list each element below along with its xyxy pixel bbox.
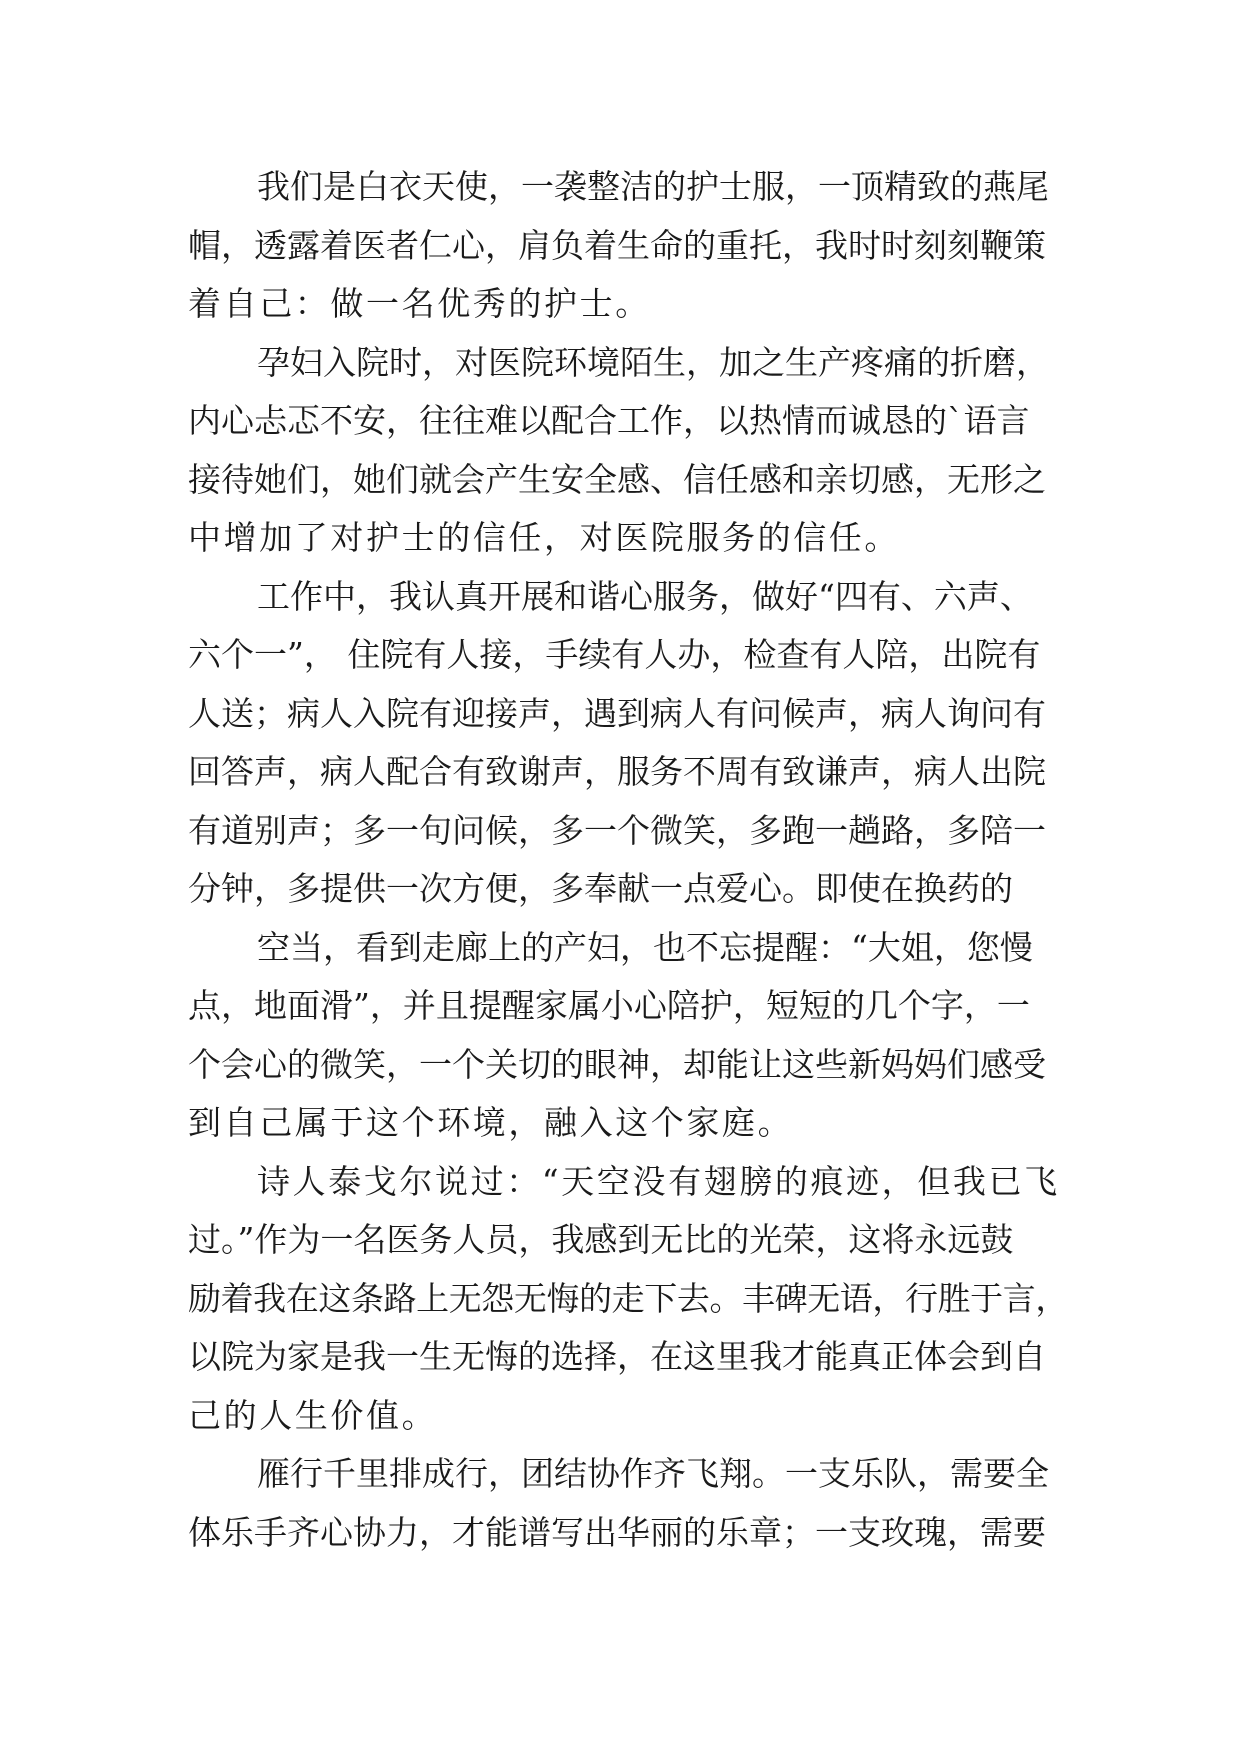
text-line: 分钟，多提供一次方便，多奉献一点爱心。即使在换药的 — [188, 869, 1013, 908]
text-line: 人送；病人入院有迎接声，遇到病人有问候声，病人询问有 — [188, 693, 1046, 733]
text-line: 空当，看到走廊上的产妇，也不忘提醒：“大姐，您慢 — [257, 927, 1033, 967]
text-line: 励着我在这条路上无怨无悔的走下去。丰碑无语，行胜于言， — [188, 1278, 1068, 1318]
text-line: 过。”作为一名医务人员，我感到无比的光荣，这将永远鼓 — [188, 1220, 1014, 1259]
text-line: 接待她们，她们就会产生安全感、信任感和亲切感，无形之 — [188, 459, 1046, 499]
text-line: 我们是白衣天使，一袭整洁的护士服，一顶精致的燕尾 — [257, 167, 1049, 206]
text-line: 以院为家是我一生无悔的选择，在这里我才能真正体会到自 — [188, 1337, 1046, 1376]
text-line: 体乐手齐心协力，才能谱写出华丽的乐章；一支玫瑰，需要 — [188, 1512, 1046, 1552]
text-line: 六个一”， 住院有人接，手续有人办，检查有人陪，出院有 — [188, 635, 1041, 674]
text-line: 诗人泰戈尔说过：“天空没有翅膀的痕迹，但我已飞 — [257, 1161, 1060, 1201]
text-line: 有道别声；多一句问候，多一个微笑，多跑一趟路，多陪一 — [188, 810, 1046, 850]
text-line: 孕妇入院时，对医院环境陌生，加之生产疼痛的折磨， — [257, 342, 1049, 382]
text-line: 到自己属于这个环境，融入这个家庭。 — [188, 1103, 794, 1142]
text-line: 中增加了对护士的信任，对医院服务的信任。 — [188, 518, 900, 557]
body-text — [188, 158, 1068, 1562]
text-line: 己的人生价值。 — [188, 1395, 438, 1435]
text-line: 点，地面滑”，并且提醒家属小心陪护，短短的几个字，一 — [188, 986, 1030, 1025]
text-line: 着自己：做一名优秀的护士。 — [188, 284, 651, 323]
text-line: 回答声，病人配合有致谢声，服务不周有致谦声，病人出院 — [188, 752, 1046, 791]
text-line: 雁行千里排成行，团结协作齐飞翔。一支乐队，需要全 — [257, 1454, 1049, 1493]
text-line: 工作中，我认真开展和谐心服务，做好“四有、六声、 — [257, 576, 1033, 616]
text-line: 个会心的微笑，一个关切的眼神，却能让这些新妈妈们感受 — [188, 1044, 1046, 1084]
text-line: 内心忐忑不安，往往难以配合工作，以热情而诚恳的`语言 — [188, 401, 1030, 440]
text-line: 帽，透露着医者仁心，肩负着生命的重托，我时时刻刻鞭策 — [188, 225, 1046, 265]
